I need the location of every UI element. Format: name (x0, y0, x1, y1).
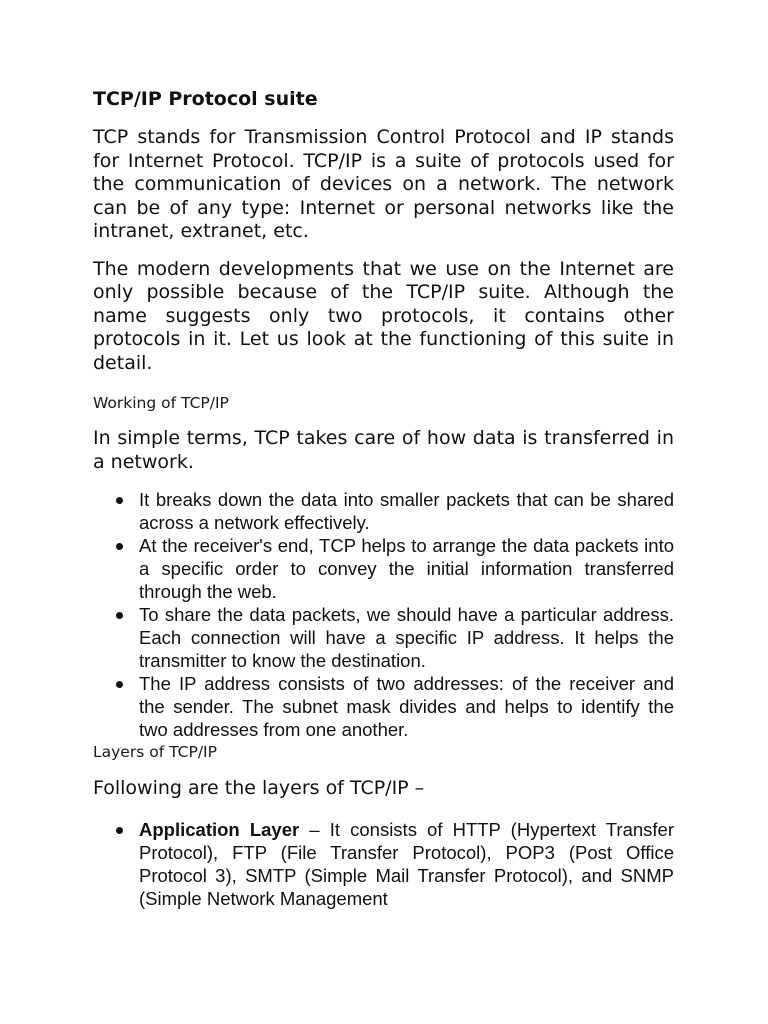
layers-intro: Following are the layers of TCP/IP – (93, 777, 425, 799)
intro-paragraph-2: The modern developments that we use on the Internet are only possible because of the TCP/IP suite. Although the name suggests only two protocols, it contains other protocols in it. Let us look at the functioning of this suite in detail. (93, 257, 674, 374)
bullet-icon (116, 827, 123, 834)
list-item-text: To share the data packets, we should have a particular address. Each connection will have a specific IP address. It helps the transmitter to know the destination. (139, 604, 674, 671)
document-page (93, 86, 674, 910)
working-intro: In simple terms, TCP takes care of how data is transferred in a network. (93, 427, 674, 473)
bullet-icon (116, 543, 123, 550)
list-item-text: At the receiver's end, TCP helps to arrange the data packets into a specific order to convey the initial information transferred through the web. (139, 535, 674, 602)
layer-term: Application Layer (139, 818, 300, 840)
bullet-icon (116, 681, 123, 688)
list-item (93, 534, 674, 603)
list-item (93, 672, 674, 741)
bullet-icon (116, 497, 123, 504)
list-item (93, 488, 674, 534)
list-item (93, 603, 674, 672)
page-title: TCP/IP Protocol suite (93, 88, 318, 110)
section-heading-layers: Layers of TCP/IP (93, 743, 217, 761)
list-item (93, 818, 674, 910)
bullet-icon (116, 612, 123, 619)
list-item-text: The IP address consists of two addresses: of the receiver and the sender. The subnet mask divides and helps to identify the two addresses from one another. (139, 673, 674, 740)
working-bullet-list (93, 488, 674, 741)
section-heading-working: Working of TCP/IP (93, 394, 229, 412)
intro-paragraph-1: TCP stands for Transmission Control Protocol and IP stands for Internet Protocol. TCP/IP is a suite of protocols used for the communication of devices on a network. The network can be of any type: Internet or personal networks like the intranet, extranet, etc. (93, 126, 674, 242)
layer-description: – It consists of HTTP (Hypertext Transfer Protocol), FTP (File Transfer Protocol), POP3 (Post Office Protocol 3), SMTP (Simple Mail Transfer Protocol), and SNMP (Simple Network Management (139, 818, 674, 909)
list-item-text: It breaks down the data into smaller packets that can be shared across a network effectively. (139, 489, 674, 533)
layers-bullet-list (93, 818, 674, 910)
